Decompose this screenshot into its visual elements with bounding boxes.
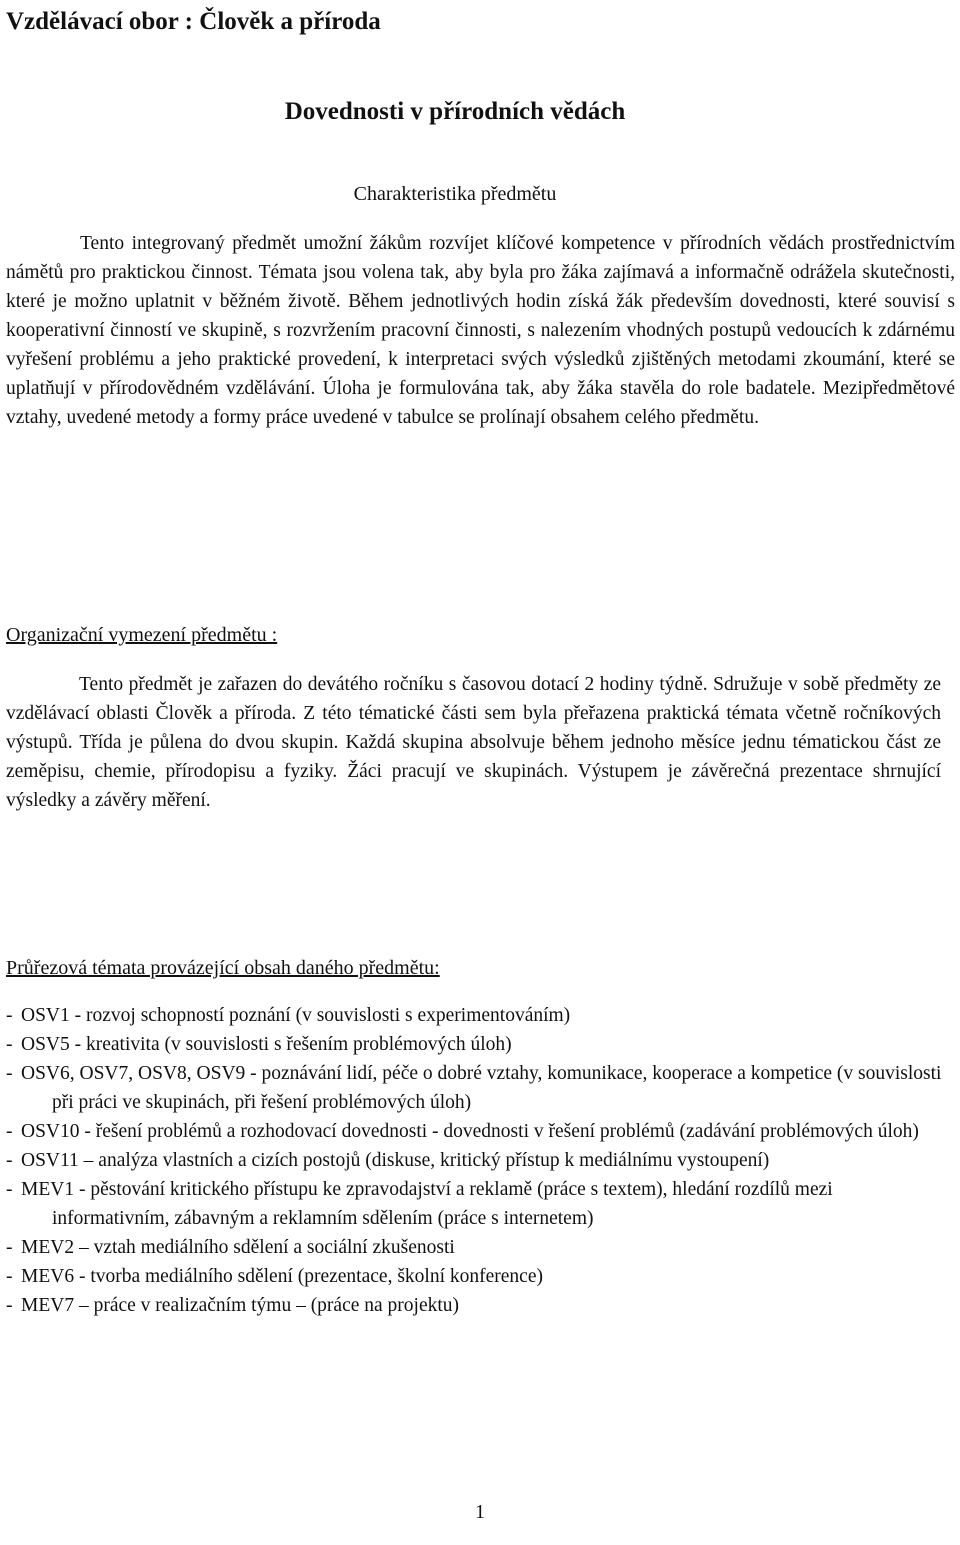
area-title: Vzdělávací obor : Člověk a příroda	[6, 8, 381, 35]
list-item	[6, 1030, 951, 1059]
list-dash: -	[6, 1121, 13, 1142]
list-dash: -	[6, 1034, 13, 1055]
themes-list	[6, 1001, 951, 1320]
themes-heading: Průřezová témata provázející obsah daného předmětu:	[6, 957, 440, 979]
list-dash: -	[6, 1266, 13, 1287]
organization-heading: Organizační vymezení předmětu :	[6, 624, 278, 646]
list-dash: -	[6, 1179, 13, 1200]
list-item	[6, 1059, 951, 1117]
list-dash: -	[6, 1150, 13, 1171]
list-item	[6, 1146, 951, 1175]
list-item	[6, 1001, 951, 1030]
theme-text: MEV6 - tvorba mediálního sdělení (prezentace, školní konference)	[21, 1266, 543, 1287]
list-item	[6, 1117, 951, 1146]
page-number: 1	[475, 1501, 485, 1523]
theme-text: OSV10 - řešení problémů a rozhodovací dovednosti - dovednosti v řešení problémů (zadávání problémových úloh)	[21, 1121, 919, 1142]
theme-text: OSV5 - kreativita (v souvislosti s řešením problémových úloh)	[21, 1034, 512, 1055]
characteristics-heading: Charakteristika předmětu	[353, 183, 557, 205]
theme-text: OSV1 - rozvoj schopností poznání (v souvislosti s experimentováním)	[21, 1005, 571, 1026]
list-item	[6, 1291, 951, 1320]
theme-text: OSV11 – analýza vlastních a cizích postojů (diskuse, kritický přístup k mediálnímu vystoupení)	[21, 1150, 770, 1171]
list-dash: -	[6, 1063, 13, 1084]
characteristics-paragraph: Tento integrovaný předmět umožní žákům rozvíjet klíčové kompetence v přírodních vědách prostřednictvím námětů pro praktickou činnost. Témata jsou volena tak, aby byla pro žáka zajímavá a informačně odrážela skutečnosti, které je možno uplatnit v běžném životě. Během jednotlivých hodin získá žák především dovednosti, které souvisí s kooperativní činností ve skupině, s rozvržením pracovní činnosti, s nalezením vhodných postupů vedoucích k zdárnému vyřešení problému a jeho praktické provedení, k interpretaci svých výsledků zjištěných metodami zkoumání, které se uplatňují v přírodovědném vzdělávání. Úloha je formulována tak, aby žáka stavěla do role badatele. Mezipředmětové vztahy, uvedené metody a formy práce uvedené v tabulce se prolínají obsahem celého předmětu.	[6, 233, 955, 428]
organization-paragraph: Tento předmět je zařazen do devátého ročníku s časovou dotací 2 hodiny týdně. Sdružuje v sobě předměty ze vzdělávací oblasti Člověk a příroda. Z této tématické části sem byla přeřazena praktická témata včetně ročníkových výstupů. Třída je půlena do dvou skupin. Každá skupina absolvuje během jednoho měsíce jednu tématickou část ze zeměpisu, chemie, přírodopisu a fyziky. Žáci pracují ve skupinách. Výstupem je závěrečná prezentace shrnující výsledky a závěry měření.	[6, 674, 941, 811]
list-dash: -	[6, 1295, 13, 1316]
theme-text: MEV1 - pěstování kritického přístupu ke zpravodajství a reklamě (práce s textem), hledání rozdílů mezi informativním, zábavným a reklamním sdělením (práce s internetem)	[21, 1179, 833, 1229]
theme-text: MEV2 – vztah mediálního sdělení a sociální zkušenosti	[21, 1237, 455, 1258]
subject-title: Dovednosti v přírodních vědách	[284, 98, 626, 125]
list-item	[6, 1262, 951, 1291]
theme-text: OSV6, OSV7, OSV8, OSV9 - poznávání lidí, péče o dobré vztahy, komunikace, kooperace a kompetice (v souvislosti při práci ve skupinách, při řešení problémových úloh)	[21, 1063, 942, 1113]
list-item	[6, 1175, 951, 1233]
theme-text: MEV7 – práce v realizačním týmu – (práce na projektu)	[21, 1295, 460, 1316]
list-dash: -	[6, 1005, 13, 1026]
list-item	[6, 1233, 951, 1262]
list-dash: -	[6, 1237, 13, 1258]
